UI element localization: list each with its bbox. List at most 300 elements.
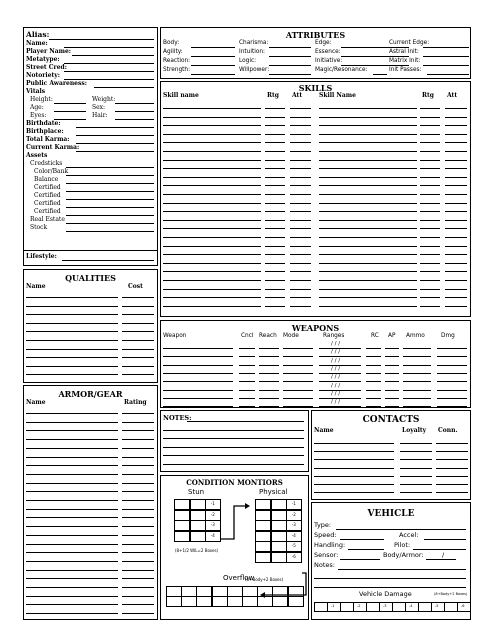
- weapon-cell-7-1[interactable]: [239, 406, 255, 407]
- armor-rating-19[interactable]: [122, 578, 154, 579]
- skill-cell-17-5[interactable]: [445, 254, 467, 255]
- skill-cell-4-2[interactable]: [290, 142, 311, 143]
- weapon-cell-2-2[interactable]: [259, 365, 279, 366]
- notes-line-3[interactable]: [163, 447, 304, 448]
- notes-line-0[interactable]: [187, 421, 304, 422]
- weapon-cell-6-8[interactable]: [437, 398, 467, 399]
- weapon-cell-1-7[interactable]: [403, 356, 431, 357]
- weapon-cell-3-5[interactable]: [366, 373, 381, 374]
- weapon-cell-7-6[interactable]: [385, 406, 399, 407]
- weapon-cell-4-0[interactable]: [163, 381, 233, 382]
- skill-cell-1-4[interactable]: [420, 117, 440, 118]
- skill-cell-12-3[interactable]: [319, 211, 417, 212]
- skill-cell-16-1[interactable]: [265, 246, 285, 247]
- stun-box-3-0[interactable]: [174, 531, 190, 542]
- weapon-cell-4-3[interactable]: [283, 381, 313, 382]
- skill-cell-14-2[interactable]: [290, 228, 311, 229]
- armor-rating-2[interactable]: [122, 430, 154, 431]
- weapon-cell-0-8[interactable]: [437, 348, 467, 349]
- skill-cell-5-2[interactable]: [290, 151, 311, 152]
- skill-cell-6-2[interactable]: [290, 160, 311, 161]
- armor-rating-6[interactable]: [122, 465, 154, 466]
- skill-cell-13-5[interactable]: [445, 220, 467, 221]
- skill-cell-7-0[interactable]: [163, 168, 261, 169]
- armor-rating-4[interactable]: [122, 448, 154, 449]
- weapon-cell-1-2[interactable]: [259, 356, 279, 357]
- weapon-cell-7-7[interactable]: [403, 406, 431, 407]
- quality-cost-6[interactable]: [122, 349, 154, 350]
- overflow-box-1-6[interactable]: [257, 596, 273, 607]
- weapon-cell-7-3[interactable]: [283, 406, 313, 407]
- notes-line-5[interactable]: [163, 464, 304, 465]
- contact-name-5[interactable]: [314, 484, 394, 485]
- skill-cell-16-5[interactable]: [445, 246, 467, 247]
- weapon-cell-3-1[interactable]: [239, 373, 255, 374]
- armor-rating-12[interactable]: [122, 517, 154, 518]
- attr-field-1-3[interactable]: [269, 74, 311, 75]
- attr-field-1-2[interactable]: [269, 65, 311, 66]
- skill-cell-23-2[interactable]: [290, 306, 311, 307]
- skill-cell-23-0[interactable]: [163, 306, 261, 307]
- quality-cost-2[interactable]: [122, 314, 154, 315]
- weapon-cell-3-2[interactable]: [259, 373, 279, 374]
- skill-cell-15-3[interactable]: [319, 237, 417, 238]
- quality-name-4[interactable]: [26, 331, 118, 332]
- skill-cell-13-4[interactable]: [420, 220, 440, 221]
- armor-name-14[interactable]: [26, 535, 118, 536]
- weapon-cell-4-2[interactable]: [259, 381, 279, 382]
- armor-name-21[interactable]: [26, 596, 118, 597]
- contact-conn-0[interactable]: [436, 443, 468, 444]
- weapon-cell-0-6[interactable]: [385, 348, 399, 349]
- armor-rating-21[interactable]: [122, 596, 154, 597]
- armor-rating-17[interactable]: [122, 561, 154, 562]
- skill-cell-5-4[interactable]: [420, 151, 440, 152]
- armor-name-8[interactable]: [26, 483, 118, 484]
- skill-cell-15-2[interactable]: [290, 237, 311, 238]
- attr-field-0-1[interactable]: [191, 56, 235, 57]
- contact-conn-3[interactable]: [436, 468, 468, 469]
- weapon-cell-7-2[interactable]: [259, 406, 279, 407]
- asset-field-0[interactable]: [66, 167, 154, 168]
- weapon-cell-0-4[interactable]: [319, 348, 361, 349]
- skill-cell-11-5[interactable]: [445, 203, 467, 204]
- vitals-right-field-1[interactable]: [115, 111, 154, 112]
- skill-cell-23-5[interactable]: [445, 306, 467, 307]
- skill-cell-0-2[interactable]: [290, 108, 311, 109]
- weapon-cell-1-8[interactable]: [437, 356, 467, 357]
- weapon-cell-2-6[interactable]: [385, 365, 399, 366]
- stun-box-3-1[interactable]: [190, 531, 206, 542]
- quality-name-2[interactable]: [26, 314, 118, 315]
- armor-rating-20[interactable]: [122, 587, 154, 588]
- weapon-cell-1-4[interactable]: [319, 356, 361, 357]
- identity-field-3[interactable]: [64, 71, 154, 72]
- skill-cell-9-2[interactable]: [290, 185, 311, 186]
- quality-name-9[interactable]: [26, 374, 118, 375]
- skill-cell-23-3[interactable]: [319, 306, 417, 307]
- skill-cell-21-2[interactable]: [290, 289, 311, 290]
- skill-cell-14-5[interactable]: [445, 228, 467, 229]
- weapon-cell-0-1[interactable]: [239, 348, 255, 349]
- skill-cell-20-2[interactable]: [290, 280, 311, 281]
- weapon-cell-4-1[interactable]: [239, 381, 255, 382]
- skill-cell-9-0[interactable]: [163, 185, 261, 186]
- vehicle-speed-field[interactable]: [340, 539, 384, 540]
- weapon-cell-6-7[interactable]: [403, 398, 431, 399]
- armor-rating-0[interactable]: [122, 413, 154, 414]
- skill-cell-22-3[interactable]: [319, 297, 417, 298]
- skill-cell-17-2[interactable]: [290, 254, 311, 255]
- skill-cell-13-1[interactable]: [265, 220, 285, 221]
- weapon-cell-5-6[interactable]: [385, 390, 399, 391]
- skill-cell-5-3[interactable]: [319, 151, 417, 152]
- weapon-cell-7-8[interactable]: [437, 406, 467, 407]
- contact-name-3[interactable]: [314, 468, 394, 469]
- skill-cell-16-2[interactable]: [290, 246, 311, 247]
- vitals-left-field-0[interactable]: [54, 103, 86, 104]
- skill-cell-7-5[interactable]: [445, 168, 467, 169]
- skill-cell-6-0[interactable]: [163, 160, 261, 161]
- armor-name-12[interactable]: [26, 517, 118, 518]
- quality-name-0[interactable]: [26, 297, 118, 298]
- armor-rating-1[interactable]: [122, 422, 154, 423]
- skill-cell-17-3[interactable]: [319, 254, 417, 255]
- asset-field-5[interactable]: [66, 207, 154, 208]
- quality-name-7[interactable]: [26, 357, 118, 358]
- skill-cell-14-0[interactable]: [163, 228, 261, 229]
- identity-field2-2[interactable]: [76, 143, 154, 144]
- overflow-box-1-1[interactable]: [181, 596, 197, 607]
- skill-cell-16-3[interactable]: [319, 246, 417, 247]
- weapon-cell-2-1[interactable]: [239, 365, 255, 366]
- skill-cell-1-5[interactable]: [445, 117, 467, 118]
- overflow-box-1-2[interactable]: [196, 596, 212, 607]
- vehicle-damage-box-6[interactable]: [392, 602, 406, 612]
- contact-name-2[interactable]: [314, 459, 394, 460]
- armor-name-1[interactable]: [26, 422, 118, 423]
- skill-cell-2-5[interactable]: [445, 125, 467, 126]
- asset-field-7[interactable]: [66, 223, 154, 224]
- overflow-box-1-3[interactable]: [212, 596, 228, 607]
- weapon-cell-3-7[interactable]: [403, 373, 431, 374]
- armor-name-13[interactable]: [26, 526, 118, 527]
- weapon-cell-4-8[interactable]: [437, 381, 467, 382]
- skill-cell-10-3[interactable]: [319, 194, 417, 195]
- skill-cell-22-2[interactable]: [290, 297, 311, 298]
- vehicle-sensor-field[interactable]: [340, 559, 380, 560]
- quality-name-5[interactable]: [26, 340, 118, 341]
- weapon-cell-4-5[interactable]: [366, 381, 381, 382]
- armor-name-20[interactable]: [26, 587, 118, 588]
- armor-name-11[interactable]: [26, 509, 118, 510]
- skill-cell-23-4[interactable]: [420, 306, 440, 307]
- skill-cell-3-0[interactable]: [163, 134, 261, 135]
- skill-cell-10-5[interactable]: [445, 194, 467, 195]
- attr-field-1-1[interactable]: [269, 56, 311, 57]
- asset-field-4[interactable]: [66, 199, 154, 200]
- skill-cell-21-5[interactable]: [445, 289, 467, 290]
- weapon-cell-6-1[interactable]: [239, 398, 255, 399]
- skill-cell-0-5[interactable]: [445, 108, 467, 109]
- armor-name-19[interactable]: [26, 578, 118, 579]
- overflow-box-1-0[interactable]: [166, 596, 182, 607]
- vehicle-pilot-field[interactable]: [413, 549, 466, 550]
- weapon-cell-0-2[interactable]: [259, 348, 279, 349]
- notes-line-1[interactable]: [163, 430, 304, 431]
- contact-name-1[interactable]: [314, 451, 394, 452]
- weapon-cell-2-3[interactable]: [283, 365, 313, 366]
- weapon-cell-2-8[interactable]: [437, 365, 467, 366]
- skill-cell-20-0[interactable]: [163, 280, 261, 281]
- armor-rating-8[interactable]: [122, 483, 154, 484]
- skill-cell-2-2[interactable]: [290, 125, 311, 126]
- weapon-cell-5-5[interactable]: [366, 390, 381, 391]
- overflow-box-1-5[interactable]: [242, 596, 258, 607]
- asset-field-1[interactable]: [66, 175, 154, 176]
- attr-field-3-2[interactable]: [423, 65, 469, 66]
- armor-rating-16[interactable]: [122, 552, 154, 553]
- skill-cell-20-1[interactable]: [265, 280, 285, 281]
- skill-cell-8-2[interactable]: [290, 177, 311, 178]
- vehicle-damage-box-8[interactable]: [418, 602, 432, 612]
- skill-cell-1-1[interactable]: [265, 117, 285, 118]
- quality-name-8[interactable]: [26, 366, 118, 367]
- contact-conn-2[interactable]: [436, 459, 468, 460]
- skill-cell-15-5[interactable]: [445, 237, 467, 238]
- weapon-cell-1-5[interactable]: [366, 356, 381, 357]
- asset-field-8[interactable]: [66, 231, 154, 232]
- skill-cell-3-4[interactable]: [420, 134, 440, 135]
- skill-cell-19-3[interactable]: [319, 271, 417, 272]
- armor-name-22[interactable]: [26, 604, 118, 605]
- skill-cell-3-3[interactable]: [319, 134, 417, 135]
- skill-cell-3-1[interactable]: [265, 134, 285, 135]
- weapon-cell-7-5[interactable]: [366, 406, 381, 407]
- contact-conn-4[interactable]: [436, 476, 468, 477]
- vehicle-body-armor-field[interactable]: [426, 559, 456, 560]
- attr-field-2-0[interactable]: [341, 47, 409, 48]
- armor-name-18[interactable]: [26, 570, 118, 571]
- weapon-cell-0-3[interactable]: [283, 348, 313, 349]
- weapon-cell-5-2[interactable]: [259, 390, 279, 391]
- armor-rating-13[interactable]: [122, 526, 154, 527]
- skill-cell-4-5[interactable]: [445, 142, 467, 143]
- contact-loyalty-3[interactable]: [400, 468, 432, 469]
- skill-cell-13-2[interactable]: [290, 220, 311, 221]
- vehicle-notes-field-1[interactable]: [338, 569, 466, 570]
- skill-cell-18-4[interactable]: [420, 263, 440, 264]
- skill-cell-5-5[interactable]: [445, 151, 467, 152]
- skill-cell-12-5[interactable]: [445, 211, 467, 212]
- skill-cell-18-1[interactable]: [265, 263, 285, 264]
- vehicle-notes-field-2[interactable]: [314, 578, 466, 579]
- armor-rating-3[interactable]: [122, 439, 154, 440]
- skill-cell-20-4[interactable]: [420, 280, 440, 281]
- attr-field-1-0[interactable]: [269, 47, 311, 48]
- physical-box-5-1[interactable]: [271, 552, 287, 563]
- skill-cell-0-1[interactable]: [265, 108, 285, 109]
- vehicle-damage-box-2[interactable]: [340, 602, 354, 612]
- vehicle-damage-box-0[interactable]: [314, 602, 328, 612]
- skill-cell-8-4[interactable]: [420, 177, 440, 178]
- weapon-cell-3-0[interactable]: [163, 373, 233, 374]
- armor-name-17[interactable]: [26, 561, 118, 562]
- skill-cell-4-3[interactable]: [319, 142, 417, 143]
- weapon-cell-0-7[interactable]: [403, 348, 431, 349]
- skill-cell-16-0[interactable]: [163, 246, 261, 247]
- quality-cost-3[interactable]: [122, 323, 154, 324]
- skill-cell-12-4[interactable]: [420, 211, 440, 212]
- contact-name-6[interactable]: [314, 492, 394, 493]
- armor-name-0[interactable]: [26, 413, 118, 414]
- skill-cell-14-4[interactable]: [420, 228, 440, 229]
- skill-cell-22-0[interactable]: [163, 297, 261, 298]
- weapon-cell-4-7[interactable]: [403, 381, 431, 382]
- quality-cost-5[interactable]: [122, 340, 154, 341]
- skill-cell-21-4[interactable]: [420, 289, 440, 290]
- vehicle-handling-field[interactable]: [348, 549, 384, 550]
- weapon-cell-0-0[interactable]: [163, 348, 233, 349]
- skill-cell-9-5[interactable]: [445, 185, 467, 186]
- identity-field2-1[interactable]: [76, 135, 154, 136]
- skill-cell-21-1[interactable]: [265, 289, 285, 290]
- weapon-cell-5-7[interactable]: [403, 390, 431, 391]
- attr-field-0-0[interactable]: [191, 47, 235, 48]
- weapon-cell-3-6[interactable]: [385, 373, 399, 374]
- skill-cell-8-0[interactable]: [163, 177, 261, 178]
- skill-cell-4-4[interactable]: [420, 142, 440, 143]
- skill-cell-1-2[interactable]: [290, 117, 311, 118]
- asset-field-6[interactable]: [66, 215, 154, 216]
- skill-cell-7-1[interactable]: [265, 168, 285, 169]
- identity-field-2[interactable]: [64, 63, 154, 64]
- armor-rating-23[interactable]: [122, 613, 154, 614]
- armor-name-7[interactable]: [26, 474, 118, 475]
- skill-cell-11-4[interactable]: [420, 203, 440, 204]
- identity-field-0[interactable]: [64, 47, 154, 48]
- quality-name-1[interactable]: [26, 306, 118, 307]
- skill-cell-1-3[interactable]: [319, 117, 417, 118]
- quality-cost-1[interactable]: [122, 306, 154, 307]
- armor-name-6[interactable]: [26, 465, 118, 466]
- quality-name-6[interactable]: [26, 349, 118, 350]
- skill-cell-20-5[interactable]: [445, 280, 467, 281]
- armor-name-10[interactable]: [26, 500, 118, 501]
- skill-cell-6-4[interactable]: [420, 160, 440, 161]
- attr-field-2-3[interactable]: [373, 74, 387, 75]
- quality-cost-4[interactable]: [122, 331, 154, 332]
- skill-cell-22-5[interactable]: [445, 297, 467, 298]
- contact-name-4[interactable]: [314, 476, 394, 477]
- skill-cell-1-0[interactable]: [163, 117, 261, 118]
- contact-loyalty-2[interactable]: [400, 459, 432, 460]
- attr-field-3-0[interactable]: [423, 47, 469, 48]
- contact-loyalty-0[interactable]: [400, 443, 432, 444]
- weapon-cell-5-1[interactable]: [239, 390, 255, 391]
- armor-name-9[interactable]: [26, 491, 118, 492]
- skill-cell-2-4[interactable]: [420, 125, 440, 126]
- skill-cell-22-4[interactable]: [420, 297, 440, 298]
- quality-cost-8[interactable]: [122, 366, 154, 367]
- skill-cell-17-4[interactable]: [420, 254, 440, 255]
- skill-cell-21-0[interactable]: [163, 289, 261, 290]
- skill-cell-8-5[interactable]: [445, 177, 467, 178]
- weapon-cell-3-3[interactable]: [283, 373, 313, 374]
- armor-rating-14[interactable]: [122, 535, 154, 536]
- skill-cell-10-1[interactable]: [265, 194, 285, 195]
- skill-cell-4-0[interactable]: [163, 142, 261, 143]
- skill-cell-21-3[interactable]: [319, 289, 417, 290]
- vitals-left-field-1[interactable]: [54, 111, 86, 112]
- weapon-cell-2-0[interactable]: [163, 365, 233, 366]
- skill-cell-8-3[interactable]: [319, 177, 417, 178]
- skill-cell-18-0[interactable]: [163, 263, 261, 264]
- weapon-cell-5-3[interactable]: [283, 390, 313, 391]
- skill-cell-15-0[interactable]: [163, 237, 261, 238]
- attr-field-0-3[interactable]: [191, 74, 235, 75]
- skill-cell-6-3[interactable]: [319, 160, 417, 161]
- attr-field-2-1[interactable]: [341, 56, 409, 57]
- skill-cell-0-4[interactable]: [420, 108, 440, 109]
- attr-field-3-3[interactable]: [427, 74, 469, 75]
- weapon-cell-6-3[interactable]: [283, 398, 313, 399]
- contact-loyalty-5[interactable]: [400, 484, 432, 485]
- skill-cell-13-0[interactable]: [163, 220, 261, 221]
- identity-field2-0[interactable]: [76, 127, 154, 128]
- weapon-cell-2-5[interactable]: [366, 365, 381, 366]
- identity-field-1[interactable]: [72, 55, 154, 56]
- armor-rating-15[interactable]: [122, 544, 154, 545]
- weapon-cell-6-4[interactable]: [319, 398, 361, 399]
- quality-cost-0[interactable]: [122, 297, 154, 298]
- physical-box-5-0[interactable]: [255, 552, 271, 563]
- quality-cost-9[interactable]: [122, 374, 154, 375]
- asset-field-3[interactable]: [66, 191, 154, 192]
- skill-cell-17-1[interactable]: [265, 254, 285, 255]
- skill-cell-8-1[interactable]: [265, 177, 285, 178]
- contact-loyalty-4[interactable]: [400, 476, 432, 477]
- skill-cell-16-4[interactable]: [420, 246, 440, 247]
- asset-field-2[interactable]: [66, 183, 154, 184]
- skill-cell-19-5[interactable]: [445, 271, 467, 272]
- armor-rating-9[interactable]: [122, 491, 154, 492]
- skill-cell-9-1[interactable]: [265, 185, 285, 186]
- vitals-right-field-2[interactable]: [115, 119, 154, 120]
- contact-name-0[interactable]: [314, 443, 394, 444]
- skill-cell-10-0[interactable]: [163, 194, 261, 195]
- skill-cell-10-4[interactable]: [420, 194, 440, 195]
- vehicle-damage-box-4[interactable]: [366, 602, 380, 612]
- armor-rating-18[interactable]: [122, 570, 154, 571]
- skill-cell-4-1[interactable]: [265, 142, 285, 143]
- weapon-cell-1-3[interactable]: [283, 356, 313, 357]
- skill-cell-7-3[interactable]: [319, 168, 417, 169]
- quality-cost-7[interactable]: [122, 357, 154, 358]
- skill-cell-11-2[interactable]: [290, 203, 311, 204]
- armor-name-3[interactable]: [26, 439, 118, 440]
- identity-field2-3[interactable]: [76, 151, 154, 152]
- skill-cell-2-3[interactable]: [319, 125, 417, 126]
- contact-loyalty-6[interactable]: [400, 492, 432, 493]
- notes-line-4[interactable]: [163, 455, 304, 456]
- skill-cell-19-2[interactable]: [290, 271, 311, 272]
- attr-field-3-1[interactable]: [423, 56, 469, 57]
- contact-conn-6[interactable]: [436, 492, 468, 493]
- weapon-cell-6-2[interactable]: [259, 398, 279, 399]
- weapon-cell-0-5[interactable]: [366, 348, 381, 349]
- skill-cell-3-5[interactable]: [445, 134, 467, 135]
